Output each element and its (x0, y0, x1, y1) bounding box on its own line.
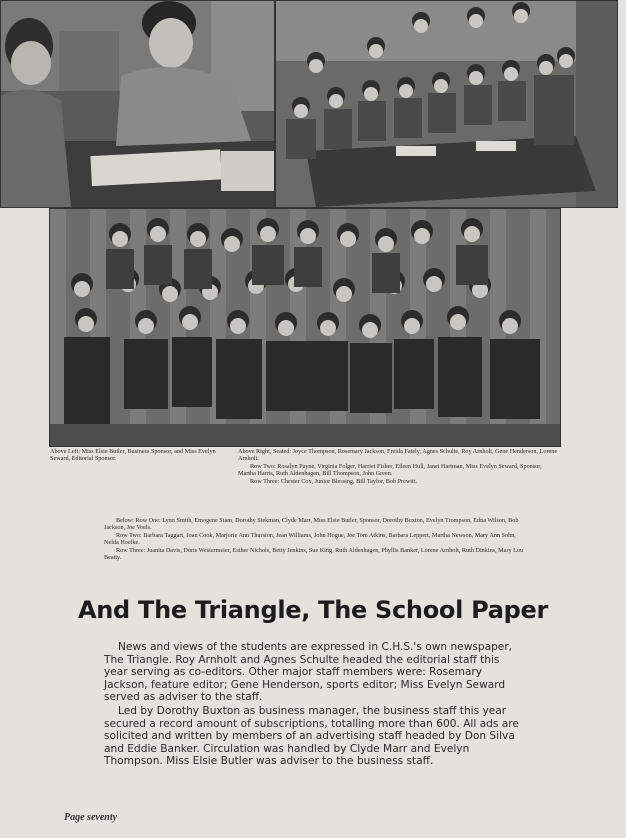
caption-above-right-seated: Above Right, Seated: Joyce Thompson, Rosemary Jackson, Freida Fately, Agnes Schulte, Roy Arnholt, Gene Henderson, Lorene Arnholt. (238, 448, 558, 463)
caption-above-right-row-three: Row Three: Chester Cox, Junior Blessing, Bill Taylor, Bob Prewitt. (250, 477, 418, 485)
caption-below-row-one: Below: Row One: Lynn Smith, Emogene Stam, Dorothy Siekman, Clyde Marr, Miss Elsie Butler, Sponsor, Dorothy Buxton, Evelyn Trompson, Edna Wilson, Bob Jackson, Joe Voels. (104, 517, 519, 532)
article-paragraph-2: Led by Dorothy Buxton as business manager, the business staff this year secured a record amount of subscriptions, totalling more than 600. All ads are solicited and written by members of an advertising staff headed by Don Silva and Eddie Banker. Circulation was handled by Clyde Marr and Evelyn Thompson. Miss Elsie Butler was adviser to the business staff. (104, 705, 519, 768)
article-body-2 (104, 705, 524, 768)
page-number: Page seventy (64, 812, 118, 823)
article-body (104, 641, 524, 704)
sponsors-photo (0, 0, 275, 208)
caption-below-row-two: Row Two: Barbara Taggart, Joan Cook, Marjorie Ann Thurston, Jean Williams, John Hogue, Joe Tom Atkins, Barbara Leppert, Martha Newson, Mary Ann Sohn, Nelda Hoelke. (104, 531, 516, 547)
editorial-staff-photo (275, 0, 618, 208)
article-paragraph-1: News and views of the students are expressed in C.H.S.'s own newspaper, The Triangle. Roy Arnholt and Agnes Schulte headed the editorial staff this year serving as co-editors. Other major staff members were: Rosemary Jackson, feature editor; Gene Henderson, sports editor; Miss Evelyn Seward served as adviser to the staff. (104, 641, 513, 704)
business-staff-photo (49, 208, 561, 447)
caption-above-left-text: Above Left: Miss Elsie Butler, Business Sponsor, and Miss Evelyn Seward, Editorial Sponsor. (50, 448, 216, 463)
caption-above-left (50, 448, 230, 463)
caption-below-row-three: Row Three: Juanita Davis, Doris Westermeier, Esther Nichols, Betty Jenkins, Sue King, Ruth Aldenhagen, Phyllis Banker, Lorene Arnholt, Ruth Dinkins, Mary Lou Beatty. (104, 546, 524, 562)
caption-above-right-row-two: Row Two: Rosalyn Payne, Virginia Folger, Harriet Fisher, Eileen Hull, Janet Hartman, Miss Evelyn Seward, Sponsor, Martha Harris, Ruth Aldenhagen, Bill Thompson, John Green. (238, 462, 542, 478)
page-headline: And The Triangle, The School Paper (78, 596, 548, 624)
caption-below (104, 517, 524, 561)
caption-above-right (238, 448, 558, 485)
